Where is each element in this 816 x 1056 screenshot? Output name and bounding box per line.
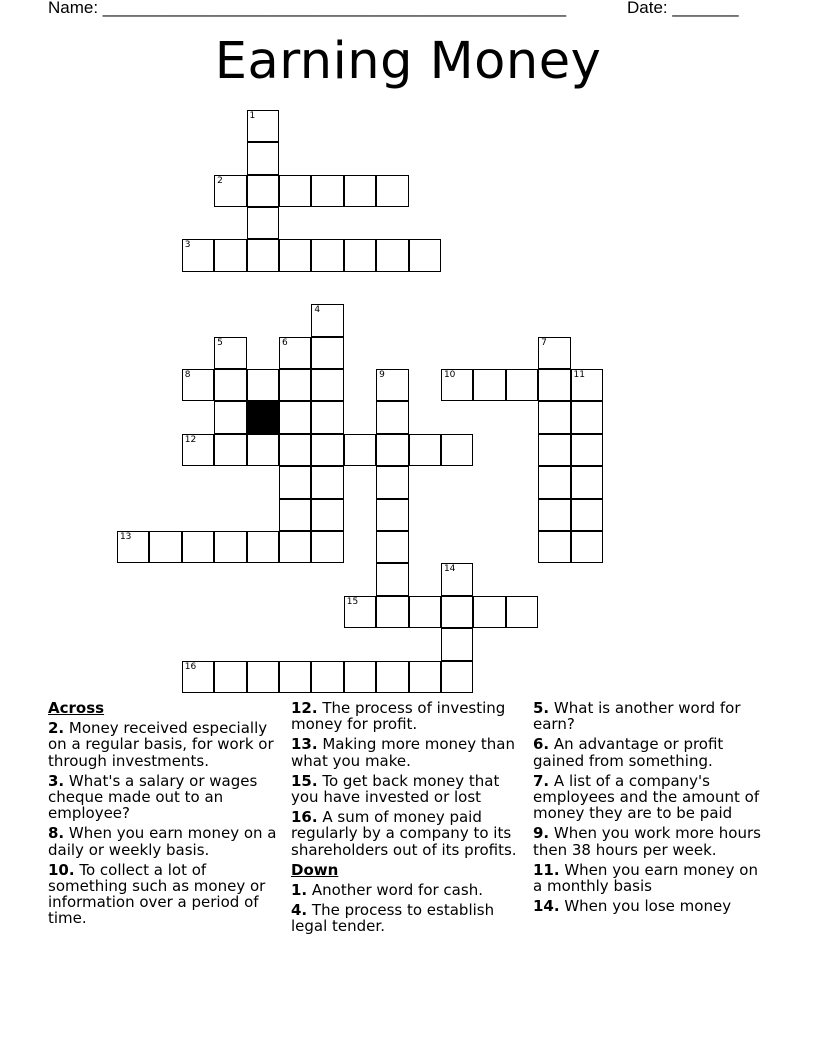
grid-cell[interactable] [538, 337, 570, 369]
grid-cell[interactable] [149, 531, 181, 563]
grid-cell[interactable] [571, 434, 603, 466]
grid-cell[interactable] [538, 401, 570, 433]
grid-cell[interactable] [279, 499, 311, 531]
puzzle-title: Earning Money [214, 32, 602, 91]
grid-cell[interactable] [409, 434, 441, 466]
grid-cell[interactable] [376, 531, 408, 563]
down-heading: Down [291, 860, 339, 879]
clue-number: 10 [443, 369, 456, 380]
grid-cell[interactable] [376, 563, 408, 595]
down-clue [291, 902, 523, 934]
grid-cell[interactable] [571, 499, 603, 531]
clue-number: 2 [217, 175, 223, 186]
grid-cell[interactable] [247, 661, 279, 693]
grid-cell[interactable] [247, 175, 279, 207]
clue-text: The process of investing money for profit. [291, 699, 506, 734]
clue-number: 5 [217, 337, 223, 348]
clue-text: A sum of money paid regularly by a company to its shareholders out of its profits. [291, 808, 517, 859]
grid-cell[interactable] [311, 304, 343, 336]
clue-number: 12 [184, 434, 197, 445]
grid-cell[interactable] [571, 369, 603, 401]
clues-column-1 [48, 700, 280, 931]
clue-number: 15 [346, 596, 359, 607]
grid-cell[interactable] [279, 401, 311, 433]
grid-cell[interactable] [376, 175, 408, 207]
grid-cell[interactable] [311, 401, 343, 433]
grid-cell[interactable] [376, 499, 408, 531]
grid-cell[interactable] [441, 596, 473, 628]
grid-cell[interactable] [538, 369, 570, 401]
clue-number: 14. [533, 897, 560, 916]
clue-number: 14 [443, 564, 456, 575]
grid-cell[interactable] [214, 401, 246, 433]
across-clue [48, 862, 280, 927]
across-clue [48, 825, 280, 857]
grid-cell[interactable] [376, 239, 408, 271]
grid-cell[interactable] [376, 466, 408, 498]
clue-number: 9. [533, 824, 550, 843]
grid-cell[interactable] [311, 337, 343, 369]
grid-cell[interactable] [311, 175, 343, 207]
grid-cell[interactable] [571, 531, 603, 563]
clue-text: What is another word for earn? [533, 699, 741, 734]
grid-cell[interactable] [409, 239, 441, 271]
clue-text: Another word for cash. [307, 881, 483, 900]
grid-cell[interactable] [182, 239, 214, 271]
grid-cell[interactable] [571, 466, 603, 498]
grid-cell[interactable] [182, 661, 214, 693]
clue-number: 8 [184, 369, 191, 380]
grid-cell[interactable] [441, 661, 473, 693]
clue-number: 6 [281, 337, 288, 348]
across-clue [48, 720, 280, 769]
clue-number: 1 [249, 110, 256, 121]
across-clue [291, 773, 523, 805]
grid-cell[interactable] [279, 239, 311, 271]
grid-cell[interactable] [247, 239, 279, 271]
grid-cell[interactable] [344, 434, 376, 466]
clue-number: 3. [48, 771, 65, 790]
down-clue-list-continued [533, 700, 765, 914]
grid-cell[interactable] [311, 239, 343, 271]
grid-cell[interactable] [506, 369, 538, 401]
across-clue [291, 809, 523, 858]
grid-cell[interactable] [311, 661, 343, 693]
grid-cell[interactable] [344, 661, 376, 693]
grid-cell[interactable] [182, 434, 214, 466]
down-clue [533, 773, 765, 822]
clue-number: 7 [541, 337, 547, 348]
grid-cell[interactable] [376, 434, 408, 466]
grid-cell[interactable] [344, 596, 376, 628]
grid-cell[interactable] [538, 466, 570, 498]
grid-cell[interactable] [117, 531, 149, 563]
grid-cell[interactable] [538, 499, 570, 531]
down-clue [533, 862, 765, 894]
black-square [247, 401, 279, 433]
grid-cell[interactable] [376, 596, 408, 628]
grid-cell[interactable] [279, 175, 311, 207]
grid-cell[interactable] [376, 401, 408, 433]
clue-text: The process to establish legal tender. [291, 901, 495, 936]
grid-cell[interactable] [279, 434, 311, 466]
grid-cell[interactable] [441, 434, 473, 466]
down-clue [533, 825, 765, 857]
grid-cell[interactable] [279, 337, 311, 369]
grid-cell[interactable] [538, 434, 570, 466]
clue-number: 12. [291, 699, 318, 717]
down-clue [533, 700, 765, 732]
clue-text: When you lose money [559, 897, 732, 916]
grid-cell[interactable] [441, 369, 473, 401]
clue-number: 1. [291, 881, 308, 900]
clue-number: 16 [184, 661, 197, 672]
clue-text: When you earn money on a monthly basis [533, 860, 758, 896]
grid-cell[interactable] [214, 434, 246, 466]
grid-cell[interactable] [571, 401, 603, 433]
grid-cell[interactable] [311, 466, 343, 498]
clues-column-2 [291, 700, 523, 939]
clue-number: 13 [119, 531, 132, 542]
grid-cell[interactable] [311, 531, 343, 563]
clue-number: 4. [291, 901, 308, 920]
clues-column-3 [533, 700, 765, 918]
clue-number: 10. [48, 860, 75, 879]
clue-text: A list of a company's employees and the amount of money they are to be paid [533, 771, 760, 823]
grid-cell[interactable] [247, 434, 279, 466]
down-clue [291, 882, 523, 898]
grid-cell[interactable] [182, 531, 214, 563]
grid-cell[interactable] [247, 369, 279, 401]
grid-cell[interactable] [279, 369, 311, 401]
grid-cell[interactable] [247, 142, 279, 174]
grid-cell[interactable] [473, 369, 505, 401]
clue-text: What's a salary or wages cheque made out to an employee? [48, 771, 258, 823]
clue-number: 4 [314, 305, 321, 316]
across-clue-list [48, 720, 280, 926]
grid-cell[interactable] [344, 239, 376, 271]
across-clue [291, 700, 523, 732]
grid-cell[interactable] [214, 175, 246, 207]
clue-text: An advantage or profit gained from something. [533, 735, 724, 770]
grid-cell[interactable] [279, 661, 311, 693]
grid-cell[interactable] [247, 531, 279, 563]
clue-number: 7. [533, 771, 550, 790]
name-field-label: Name: _________________________________________________ [48, 0, 567, 17]
clue-number: 11 [573, 369, 585, 380]
grid-cell[interactable] [247, 110, 279, 142]
grid-cell[interactable] [538, 531, 570, 563]
grid-cell[interactable] [247, 207, 279, 239]
grid-cell[interactable] [311, 434, 343, 466]
grid-cell[interactable] [441, 628, 473, 660]
clue-number: 9 [379, 369, 385, 380]
clue-number: 5. [533, 699, 550, 717]
grid-cell[interactable] [214, 369, 246, 401]
grid-cell[interactable] [182, 369, 214, 401]
clue-number: 8. [48, 824, 65, 843]
clue-number: 15. [291, 771, 318, 790]
grid-cell[interactable] [279, 531, 311, 563]
down-clue [533, 898, 765, 914]
down-clue [533, 736, 765, 768]
clue-text: To get back money that you have invested or lost [291, 771, 500, 807]
grid-cell[interactable] [473, 596, 505, 628]
grid-cell[interactable] [311, 499, 343, 531]
grid-cell[interactable] [279, 466, 311, 498]
clue-number: 3 [184, 240, 191, 251]
down-clue-list [291, 882, 523, 935]
grid-cell[interactable] [214, 531, 246, 563]
clue-number: 16. [291, 808, 318, 827]
clue-number: 13. [291, 735, 318, 754]
grid-cell[interactable] [214, 239, 246, 271]
grid-cell[interactable] [214, 337, 246, 369]
across-clue [291, 736, 523, 768]
across-heading: Across [48, 699, 105, 717]
grid-cell[interactable] [409, 596, 441, 628]
clue-text: To collect a lot of something such as money or information over a period of time. [48, 860, 266, 928]
grid-cell[interactable] [441, 563, 473, 595]
clue-text: Making more money than what you make. [291, 735, 516, 770]
grid-cell[interactable] [506, 596, 538, 628]
grid-cell[interactable] [214, 661, 246, 693]
clue-text: Money received especially on a regular basis, for work or through investments. [48, 719, 274, 770]
across-clue [48, 773, 280, 822]
clue-number: 6. [533, 735, 550, 754]
grid-cell[interactable] [376, 661, 408, 693]
grid-cell[interactable] [376, 369, 408, 401]
clue-number: 11. [533, 860, 560, 879]
grid-cell[interactable] [344, 175, 376, 207]
clue-text: When you earn money on a daily or weekly basis. [48, 824, 277, 859]
clue-text: When you work more hours then 38 hours per week. [533, 824, 761, 859]
date-field-label: Date: _______ [627, 0, 739, 17]
across-clue-list-continued [291, 700, 523, 858]
grid-cell[interactable] [409, 661, 441, 693]
grid-cell[interactable] [311, 369, 343, 401]
clue-number: 2. [48, 719, 65, 738]
